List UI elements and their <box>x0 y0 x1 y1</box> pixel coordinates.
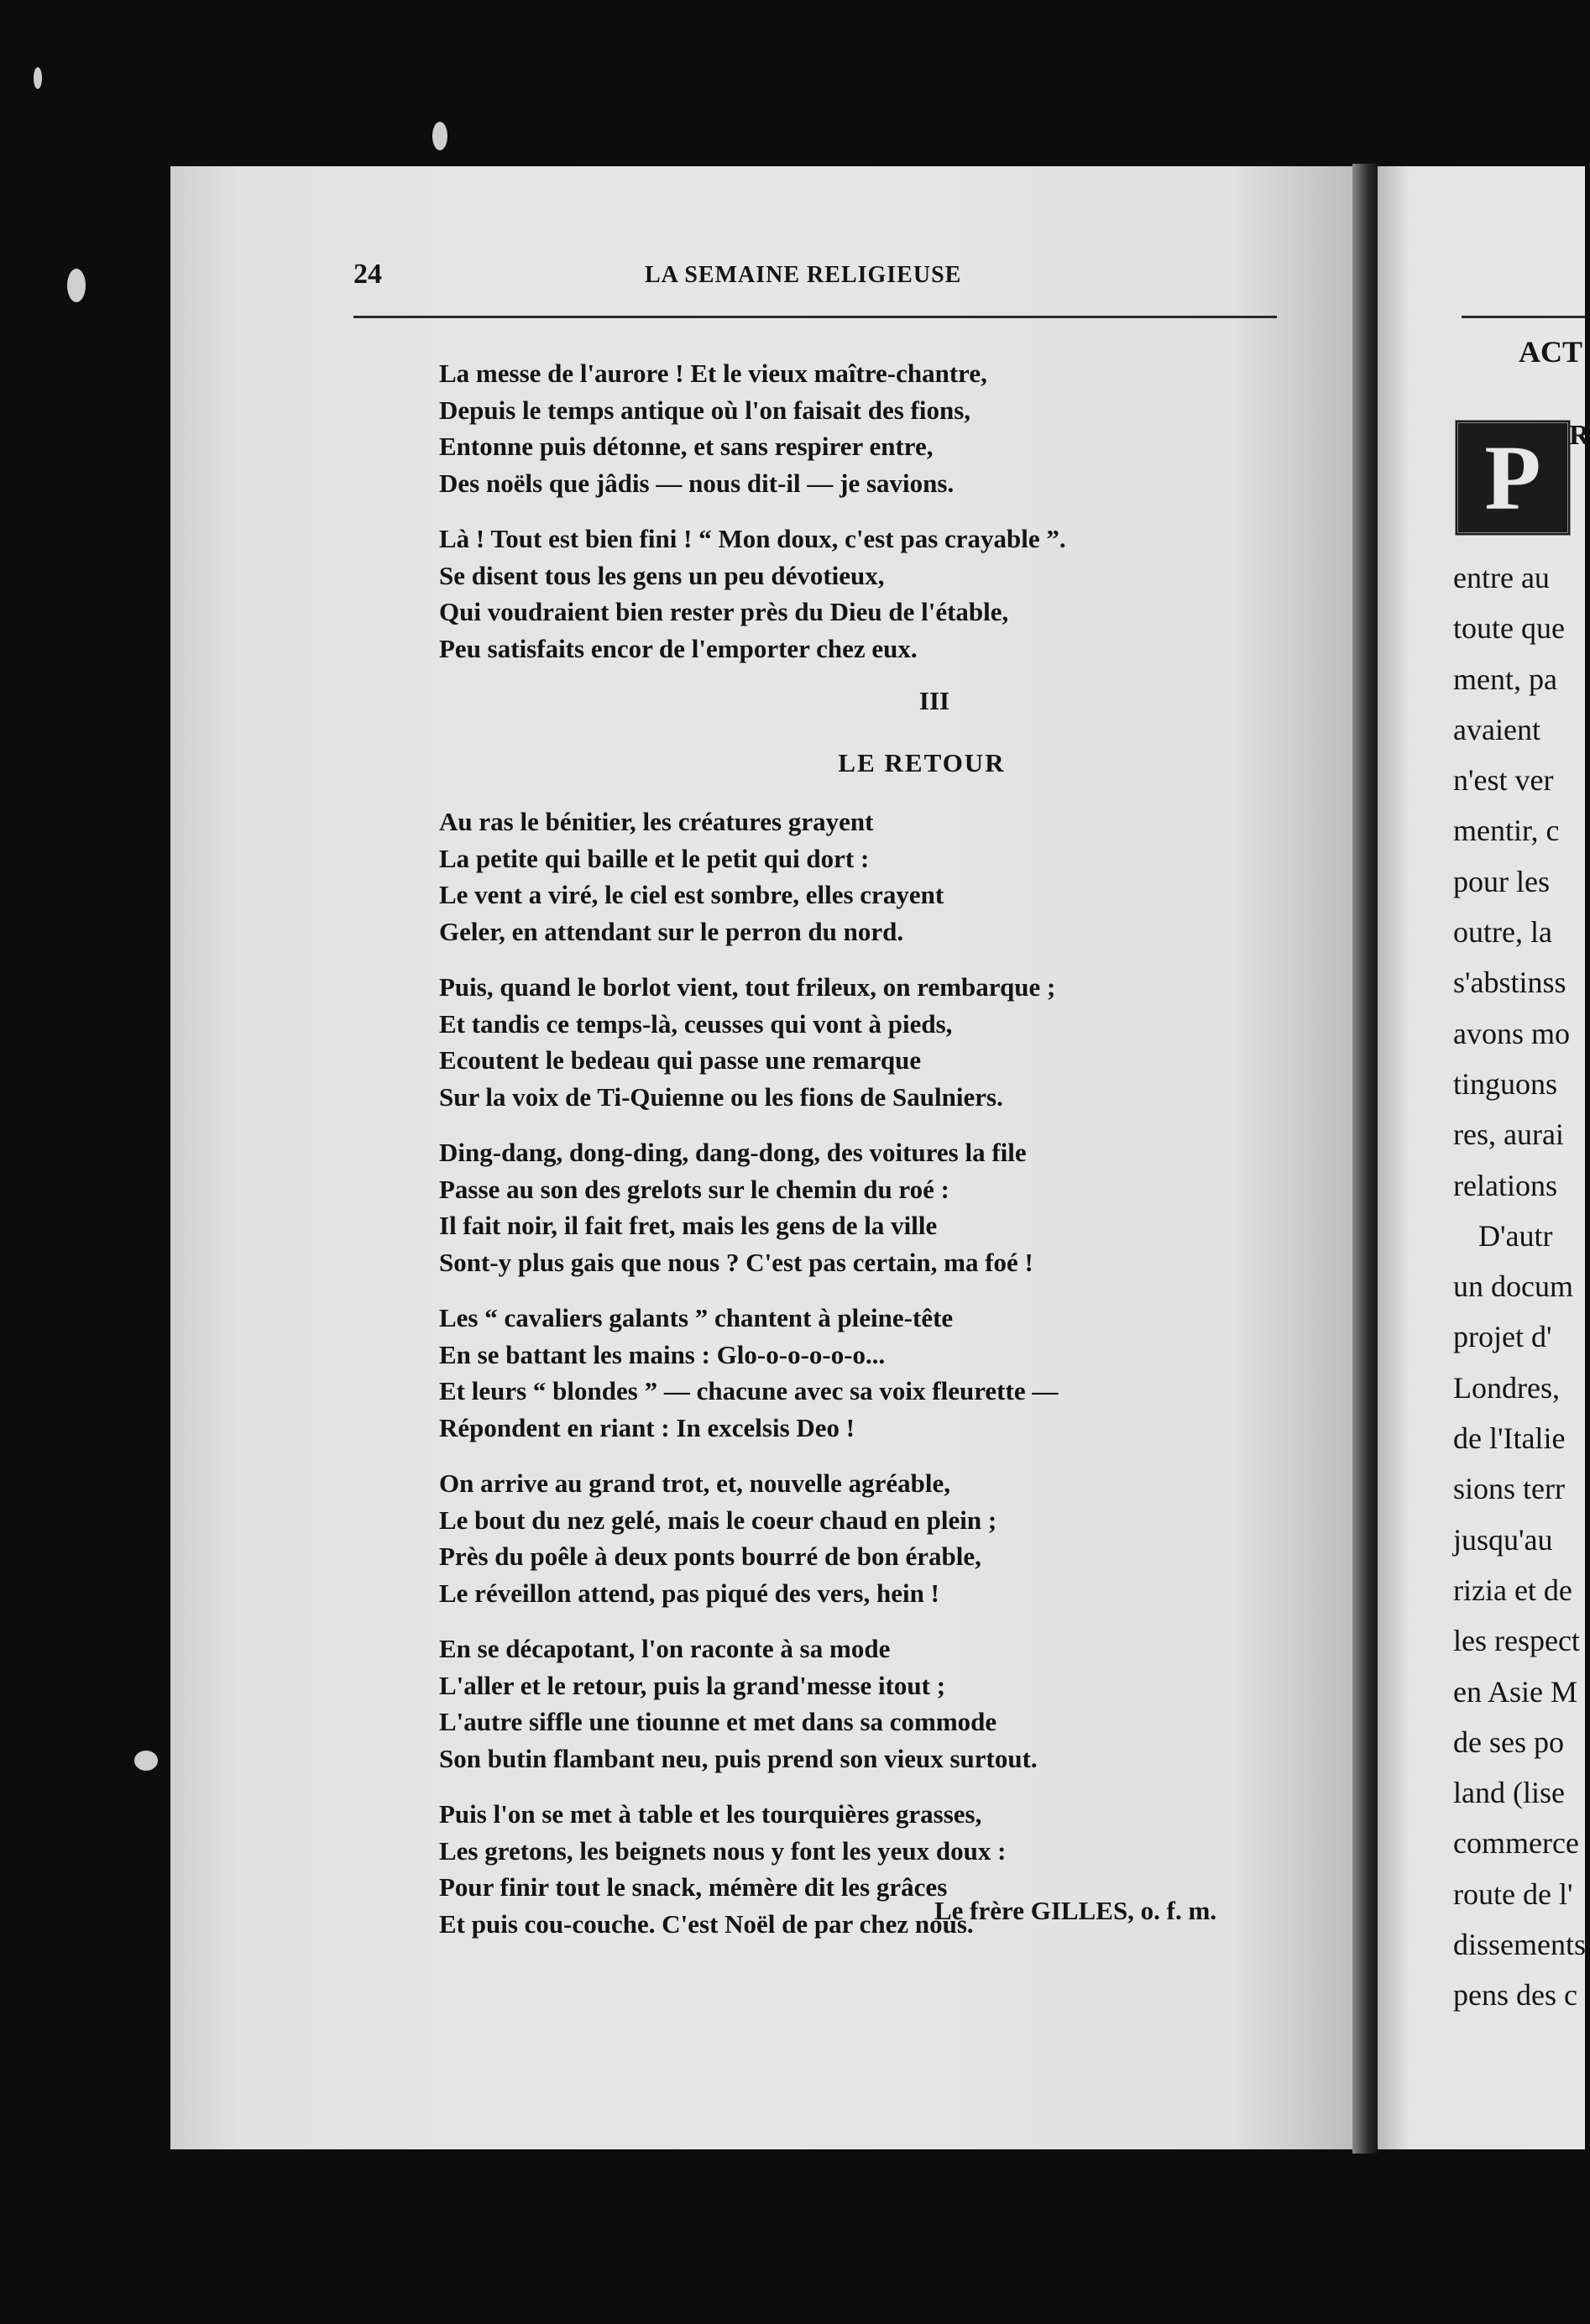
poem-line: Peu satisfaits encor de l'emporter chez eux. <box>439 633 918 663</box>
text-line: rizia et de <box>1453 1573 1572 1607</box>
poem-line: Répondent en riant : In excelsis Deo ! <box>439 1412 855 1442</box>
poem-line: Au ras le bénitier, les créatures grayent <box>439 807 874 836</box>
poem-line: Les gretons, les beignets nous y font les yeux doux : <box>439 1835 1007 1866</box>
poem-line: Ecoutent le bedeau qui passe une remarque <box>439 1045 922 1075</box>
poem-line: Sont-y plus gais que nous ? C'est pas certain, ma foé ! <box>439 1247 1033 1277</box>
text-line: les respect <box>1453 1624 1580 1658</box>
poem-line: Et tandis ce temps-là, ceusses qui vont à pieds, <box>439 1008 953 1039</box>
text-line: commerce <box>1453 1826 1579 1861</box>
dust-speck <box>432 122 447 150</box>
text-line: res, aurai <box>1453 1118 1564 1152</box>
poem-line: Ding-dang, dong-ding, dang-dong, des voitures la file <box>439 1138 1027 1167</box>
text-line: entre au <box>1453 561 1550 594</box>
stanza <box>439 1630 1329 1777</box>
poem <box>439 355 1329 1961</box>
text-line: toute que <box>1453 611 1565 646</box>
text-line: avaient <box>1453 712 1540 746</box>
stanza <box>439 969 1329 1115</box>
section-number: III <box>918 686 950 715</box>
stanza <box>439 1134 1329 1280</box>
stanza <box>439 1465 1329 1611</box>
text-line: avons mo <box>1453 1016 1570 1050</box>
poem-line: Passe au son des grelots sur le chemin du roé : <box>439 1174 949 1204</box>
poem-line: Pour finir tout le snack, mémère dit les grâces <box>439 1872 948 1902</box>
poem-line: La petite qui baille et le petit qui dort : <box>439 843 870 873</box>
poem-line: Là ! Tout est bien fini ! “ Mon doux, c'est pas crayable ”. <box>439 524 1066 553</box>
header-rule <box>1462 316 1585 318</box>
text-line: s'abstinss <box>1453 966 1566 1000</box>
poem-line: Depuis le temps antique où l'on faisait des fions, <box>439 395 971 425</box>
poem-line: Qui voudraient bien rester près du Dieu de l'étable, <box>439 597 1009 626</box>
poem-line: Les “ cavaliers galants ” chantent à pleine-tête <box>439 1303 954 1332</box>
journal-title: LA SEMAINE RELIGIEUSE <box>645 262 962 288</box>
poem-line: Puis l'on se met à table et les tourquières grasses, <box>439 1799 982 1829</box>
text-line: de l'Italie <box>1453 1421 1566 1456</box>
text-line: outre, la <box>1453 915 1552 950</box>
text-line: de ses po <box>1453 1725 1564 1759</box>
poem-line: Se disent tous les gens un peu dévotieux, <box>439 560 885 590</box>
text-line: jusqu'au <box>1453 1522 1553 1557</box>
text-line: en Asie M <box>1453 1674 1577 1709</box>
poem-line: La messe de l'aurore ! Et le vieux maître-chantre, <box>439 359 987 388</box>
text-line: n'est ver <box>1453 763 1554 798</box>
section-title: LE RETOUR <box>838 748 1006 777</box>
running-head <box>170 259 1352 292</box>
dust-speck <box>67 269 86 302</box>
poem-line: L'aller et le retour, puis la grand'messe itout ; <box>439 1670 946 1700</box>
page-number: 24 <box>353 259 382 290</box>
poem-line: L'autre siffle une tiounne et met dans sa commode <box>439 1707 997 1736</box>
poem-line: Sur la voix de Ti-Quienne ou les fions de Saulniers. <box>439 1081 1003 1112</box>
poem-line: Puis, quand le borlot vient, tout frileux, on rembarque ; <box>439 972 1056 1002</box>
poem-line: Entonne puis détonne, et sans respirer entre, <box>439 432 934 461</box>
drop-cap-continuation: R <box>1569 420 1590 451</box>
text-line: D'autr <box>1478 1218 1553 1253</box>
stanza <box>439 521 1329 667</box>
poem-line: Le vent a viré, le ciel est sombre, elles crayent <box>439 880 944 909</box>
text-line: mentir, c <box>1453 814 1560 848</box>
drop-cap-ornament: P <box>1455 420 1571 536</box>
poem-line: En se battant les mains : Glo-o-o-o-o-o... <box>439 1339 886 1369</box>
text-line: pens des c <box>1453 1978 1577 2013</box>
text-line: un docum <box>1453 1269 1573 1304</box>
text-line: tinguons <box>1453 1066 1558 1101</box>
text-line: route de l' <box>1453 1876 1573 1911</box>
poem-line: En se décapotant, l'on raconte à sa mode <box>439 1634 891 1663</box>
poem-line: Le réveillon attend, pas piqué des vers, hein ! <box>439 1578 939 1608</box>
poem-line: On arrive au grand trot, et, nouvelle agréable, <box>439 1468 951 1498</box>
poem-line: Et leurs “ blondes ” — chacune avec sa voix fleurette — <box>439 1376 1059 1405</box>
poem-line: Geler, en attendant sur le perron du nord. <box>439 916 904 946</box>
stanza <box>439 355 1329 501</box>
poem-line: Des noëls que jâdis — nous dit-il — je savions. <box>439 468 955 498</box>
book-gutter <box>1352 164 1378 2154</box>
header-rule <box>353 316 1277 318</box>
stanza <box>439 803 1329 950</box>
text-line: sions terr <box>1453 1472 1565 1506</box>
text-line: relations <box>1453 1168 1557 1202</box>
cropped-text-column <box>1453 552 1586 2021</box>
poem-line: Et puis cou-couche. C'est Noël de par chez nous. <box>439 1908 974 1939</box>
article-heading: ACT <box>1519 335 1583 369</box>
text-line: ment, pa <box>1453 662 1557 696</box>
poem-line: Il fait noir, il fait fret, mais les gens de la ville <box>439 1211 938 1240</box>
text-line: land (lise <box>1453 1776 1565 1810</box>
poem-line: Son butin flambant neu, puis prend son vieux surtout. <box>439 1743 1038 1773</box>
poem-line: Le bout du nez gelé, mais le coeur chaud en plein ; <box>439 1505 997 1535</box>
dust-speck <box>34 67 42 89</box>
text-line: projet d' <box>1453 1320 1552 1354</box>
left-page <box>170 166 1352 2149</box>
author-signature: Le frère GILLES, o. f. m. <box>934 1896 1217 1925</box>
poem-line: Près du poêle à deux ponts bourré de bon érable, <box>439 1541 981 1571</box>
text-line: pour les <box>1453 864 1550 898</box>
text-line: Londres, <box>1453 1370 1560 1405</box>
dust-speck <box>134 1751 158 1771</box>
text-line: dissements <box>1453 1928 1586 1962</box>
stanza <box>439 1300 1329 1446</box>
right-page <box>1378 166 1590 2149</box>
